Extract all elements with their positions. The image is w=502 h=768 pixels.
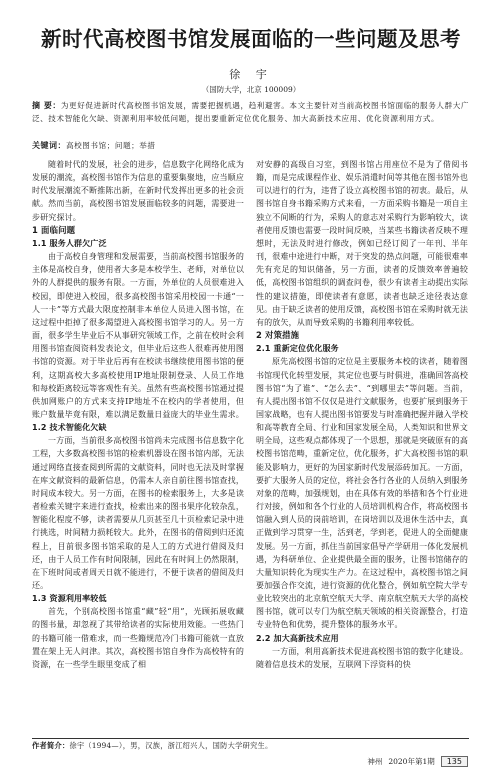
keywords-text: 高校图书馆；问题；举措: [66, 141, 156, 150]
paragraph-1-2: 一方面，当前很多高校图书馆尚未完成图书信息数字化工程，大多数高校图书馆的检索机器设在图书馆内部，无法通过网络直接查阅到所需的文献资料，同时也无法及时掌握在库文献资料的最新信息，仍需本人亲自前往图书馆查找，时间成本较大。另一方面，在图书的检索服务上，大多是读者检索关键字来进行查找，检索出来的图书果序化较杂乱，智能化程度不够，读者需要从几页甚至几十页检索记录中进行挑选，时间精力损耗较大。此外，在图书的借阅到归还流程上，目前很多图书馆采取的是人工的方式进行借阅及归还，由于人员工作有时间限制，因此在有时间上仍然限制，在下班时间或者周天日就不能进行，不便于读者的借阅及归还。: [32, 436, 244, 590]
abstract-text: 为更好促进新时代高校图书馆发展，需要把握机遇，趋利避害。本文主要针对当前高校图书馆面临的服务人群大广泛、技术智能化欠缺、资源利用率较低问题，提出要重新定位优化服务、加大高新技术应用、优化资源利用方式。: [32, 101, 469, 123]
author-affiliation: （国防大学，北京 100009）: [201, 85, 301, 94]
footnote-label: 作者简介：: [32, 741, 70, 750]
abstract: [32, 100, 469, 125]
subsection-heading-1-2: 1.2 技术智能化欠缺: [32, 423, 107, 433]
subsection-heading-1-1: 1.1 服务人群欠广泛: [32, 238, 107, 248]
author-footnote: [32, 741, 273, 751]
paragraph-1-1: 由于高校自身管理和发展需要，当前高校图书馆服务的主体是高校自身，使用者大多是本校学生、老师，对单位以外的人群提供的服务有限。一方面，外单位的人员很难进入校园，即使进入校园，很多高校图书馆采用校园一卡通“一人一卡”等方式最大限度控制非本单位人员进入图书馆，在这过程中拒掉了很多渴望进入高校图书馆学习的人。另一方面，很多学生毕业后不从事研究领域工作，之前在校时会利用图书馆查阅资料发表论文，但毕业后这些人很难再使用图书馆的资源。对于毕业后再有在校读书继续使用图书馆的便利，这期高校大多高校使用IP地址限制登录、人员工作地和每校距离较远等客观性有关。虽然有些高校图书馆通过提供加网账户的方式来支持IP地址不在校内的学者使用，但账户数量毕竟有限，难以满足数量日益庞大的毕业生需求。: [32, 252, 244, 419]
article-title: 新时代高校图书馆发展面临的一些问题及思考: [41, 27, 461, 51]
section-heading-2: 2 对策措施: [256, 330, 300, 341]
footnote-text: 徐宇（1994—），男，汉族，浙江绍兴人，国防大学研究生。: [69, 741, 273, 750]
keywords: [32, 140, 156, 151]
page-number: 135: [441, 756, 468, 767]
author-name: 徐 宇: [229, 68, 273, 81]
keywords-label: 关键词：: [32, 141, 66, 150]
paragraph-2-1: 原先高校图书馆的定位是主要服务本校的读者，随着图书馆现代化转型发展，其定位也要与时俱进，准确回答高校图书馆“为了谁”、“怎么去”、“到哪里去”等问题。当前，有人提出图书馆不仅仅是进行文献服务，也要扩展到服务于国家战略，也有人提出图书馆要发与时准确把握并融入学校和高等教育全局、行业和国家发展全局，人类知识和世界文明全局，这些观点都体现了一个思想，那就是突破原有的高校图书馆范畴，重新定位，优化服务，扩大高校图书馆的职能及影响力，更好的为国家新时代发展添砖加瓦。一方面，要扩大服务人员的定位，将社会各行各业的人员纳入到服务对象的范畴，加强规划，由在具体有效的举措和各个行业进行对接，例如和各个行业的人员培训机构合作，将高校图书馆融入到人员的岗前培训，在岗培训以及退休生活中去，真正做到学习贯穿一生，活到老，学到老，促进人的全面健康发展。另一方面，抓住当前国家倡导产学研用一体化发展机遇，为科研单位、企业提供最全面的服务，让图书馆储存的大量知识转化为现实生产力。在这过程中，高校图书馆之间要加强合作交流，进行资源的优化整合，例如航空院大学专业比较突出的北京航空航天大学、南京航空航天大学的高校图书馆，就可以专门为航空航天领域的相关资源整合，打造专业特色和优势，提升整体的服务水平。: [256, 357, 468, 630]
running-footer: [367, 756, 468, 767]
continued-paragraph: 对安静的高级自习室，到图书馆占用座位不是为了借阅书籍，而是完成课程作业、娱乐消遣时间等其他在图书馆外也可以进行的行为，违背了设立高校图书馆的初衷。最后，从图书馆自身书籍采购方式来看，一方面采购书籍是一项自主独立不间断的行为，采购人的意志对采购行为影响较大，读者使用反馈也需要一段时间反映，当某些书籍读者反映不理想时，无法及时进行修改，例如已经订阅了一年刊、半年刊，很难中途进行中断，对于突发的热点问题，可能很难率先有充足的知识储备，另一方面，读者的反馈效率普遍较低，高校图书馆组织的调查问卷，很少有读者主动提出实际性的建议措施，即使读者有意愿，读者也缺乏途径表达意见。由于缺乏读者的使用反馈，高校图书馆在采购时就无法有的放矢，从而导致采购的书籍利用率较低。: [256, 160, 468, 327]
subsection-heading-1-3: 1.3 资源利用率较低: [32, 594, 107, 604]
subsection-heading-2-2: 2.2 加大高新技术应用: [256, 633, 339, 643]
paragraph-2-2: 一方面，利用高新技术促进高校图书馆的数字化建设。随着信息技术的发展，互联网下浮资料的快: [256, 646, 468, 669]
paragraph-1-3: 首先，个别高校图书馆重“藏”轻“用”，光顾拓展收藏的图书量，却忽视了其带给读者的实际使用效能。一些热门的书籍可能一借难求，而一些籍规范冷门书籍可能就一直放置在架上无人问津。其次，高校图书馆自身作为高校特有的资源，在一些学生眼里变成了相: [32, 607, 244, 669]
footnote-divider: [32, 738, 469, 739]
intro-paragraph: 随着时代的发展，社会的进步，信息数字化网络化成为发展的潮流，高校图书馆作为信息的重要集聚地，应当顺应时代发展潮流不断推陈出新，在新时代发挥出更多的社会贡献。然而当前，高校图书馆发展面临较多的问题，需要进一步研究探讨。: [32, 160, 244, 222]
right-column: [256, 158, 468, 738]
issue-label: 2020年第1期: [388, 757, 435, 766]
subsection-heading-2-1: 2.1 重新定位优化服务: [256, 344, 339, 354]
abstract-label: 摘 要：: [32, 101, 61, 110]
journal-name: 神州: [367, 757, 383, 766]
section-heading-1: 1 面临问题: [32, 224, 76, 235]
left-column: [32, 158, 244, 738]
